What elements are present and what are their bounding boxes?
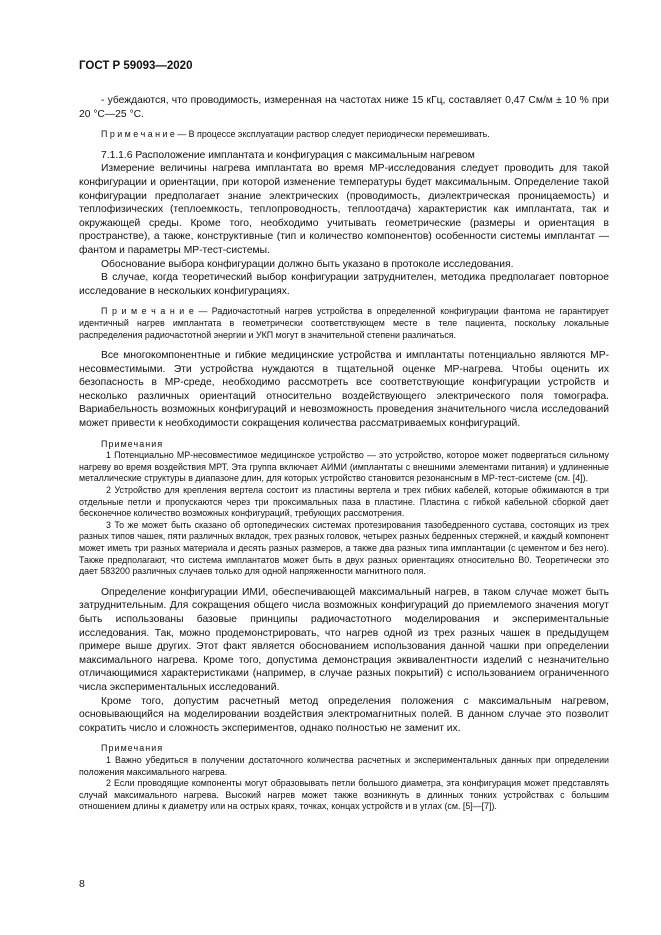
- note-item: 3 То же может быть сказано об ортопедических системах протезирования тазобедренного сустава, состоящих из трех разных типов чашек, пяти различных вкладок, трех разных головок, четырех разных бедренных стержней, и каждый компонент может иметь три разных материала и десять разных размеров, а также два разных типа имплантации (с цементом и без него). Также предполагают, что система имплантатов может быть в двух разных ориентациях относительно B0. Теоретически это дает 583200 различных случаев только для одной напряженности магнитного поля.: [79, 519, 609, 577]
- body-paragraph: Все многокомпонентные и гибкие медицинские устройства и имплантаты потенциально являются МР-несовместимыми. Эти устройства нуждаются в тщательной оценке МР-нагрева. Чтобы оценить их безопасность в МР-среде, необходимо рассмотреть все соответствующие конфигурации устройств и несколько различных ориентаций относительно воздействующего электрического поля томографа. Вариабельность возможных конфигураций и невозможность проведения значительного числа исследований может привести к необходимости сокращения количества рассматриваемых конфигураций.: [79, 350, 609, 430]
- spacer: [79, 298, 609, 306]
- document-header: ГОСТ Р 59093—2020: [79, 60, 193, 72]
- page-number: 8: [79, 878, 85, 890]
- note-item: 1 Потенциально МР-несовместимое медицинское устройство — это устройство, которое может подвергаться сильному нагреву во время воздействия МРТ. Эта группа включает АИМИ (имплантаты с внешними элементами питания) и удлиненные металлические структуры в диапазоне длин, для которых устройство становится резонансным в МР-тест-системе (см. [4]).: [79, 450, 609, 484]
- spacer: [79, 341, 609, 349]
- note-item: 2 Если проводящие компоненты могут образовывать петли большого диаметра, эта конфигурация может представлять случай максимального нагрева. Высокий нагрев может также возникнуть в длинных тонких устройствах с большим отношением длины к диаметру или на острых краях, точках, концах устройств и в углах (см. [5]—[7]).: [79, 778, 609, 812]
- body-paragraph: Измерение величины нагрева имплантата во время МР-исследования следует проводить для такой конфигурации и ориентации, при которой изменение температуры будет максимальным. Определение такой конфигурации предполагает знание электрических (проводимость, диэлектрическая проницаемость) и теплофизических (теплоемкость, теплопроводность, теплоотдача) характеристик как имплантата, так и окружающей среды. Кроме того, необходимо учитывать геометрические (размеры и ориентация в пространстве), а также, конструктивные (тип и количество компонентов) особенности системы имплантат — фантом и параметры МР-тест-системы.: [79, 163, 609, 256]
- note: П р и м е ч а н и е — Радиочастотный нагрев устройства в определенной конфигурации фантома не гарантирует идентичный нагрев имплантата в геометрически соответствующем месте в теле пациента, поскольку локальные распределения радиочастотной энергии и УКП могут в значительной степени различаться.: [79, 306, 609, 340]
- note-item: 1 Важно убедиться в получении достаточного количества расчетных и экспериментальных данных при определении положения максимального нагрева.: [79, 754, 609, 777]
- body-paragraph: 7.1.1.6 Расположение имплантата и конфигурация с максимальным нагревом: [101, 149, 475, 161]
- body-paragraph: - убеждаются, что проводимость, измеренная на частотах ниже 15 кГц, составляет 0,47 См/м ± 10 % при 20 °С—25 °С.: [79, 95, 609, 120]
- spacer: [79, 578, 609, 586]
- notes-heading: Примечания: [101, 438, 164, 449]
- spacer: [79, 141, 609, 149]
- body-paragraph: Определение конфигурации ИМИ, обеспечивающей максимальный нагрев, в таком случае может быть затруднительным. Для сокращения общего числа возможных конфигураций до приемлемого значения могут быть использованы базовые принципы радиочастотного моделирования и экспериментальные исследования. Так, можно продемонстрировать, что нагрев одной из трех разных чашек в предыдущем примере выше других. Этот факт является обоснованием использования данной чашки при определении максимального нагрева. Кроме того, допустима демонстрация эквивалентности изделий с незначительно отличающимися характеристиками (например, в случае разных покрытий) с использованием ограниченного числа экспериментальных исследований.: [79, 586, 609, 693]
- body-paragraph: В случае, когда теоретический выбор конфигурации затруднителен, методика предполагает повторное исследование в нескольких конфигурациях.: [79, 272, 609, 297]
- body-paragraph: Обоснование выбора конфигурации должно быть указано в протоколе исследования.: [101, 258, 514, 270]
- body-paragraph: Кроме того, допустим расчетный метод определения положения с максимальным нагревом, основывающийся на моделировании воздействия электромагнитных полей. В данном случае это позволит сократить число и сложность экспериментов, однако полностью не заменит их.: [79, 695, 609, 734]
- spacer: [79, 431, 609, 439]
- note-item: 2 Устройство для крепления вертела состоит из пластины вертела и трех гибких кабелей, которые обжимаются в три отдельные петли и пропускаются через три проксимальных паза в пластине. Пластина с гибкой кабельной сборкой дает бесконечное количество возможных конфигураций, требующих рассмотрения.: [79, 485, 609, 519]
- spacer: [79, 735, 609, 743]
- document-body: [79, 94, 609, 813]
- notes-heading: Примечания: [101, 743, 164, 754]
- note: П р и м е ч а н и е — В процессе эксплуатации раствор следует периодически перемешивать.: [101, 129, 490, 140]
- spacer: [79, 121, 609, 129]
